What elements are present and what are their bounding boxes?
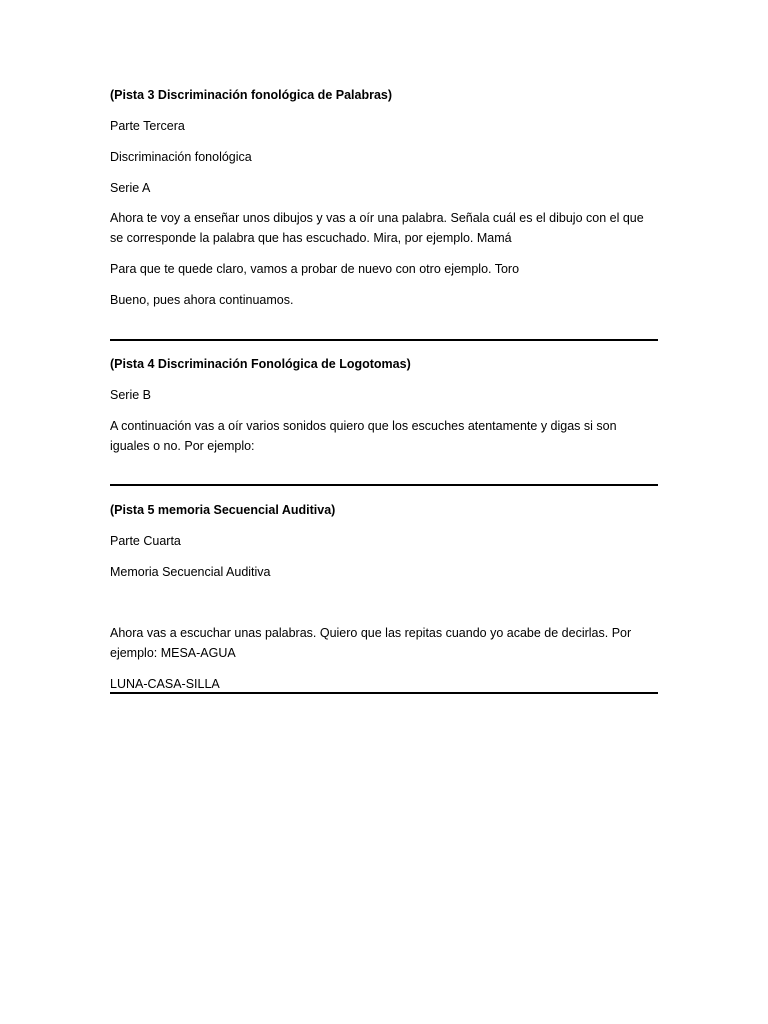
section4-series: Serie B: [110, 388, 151, 402]
section-divider: [110, 339, 658, 341]
section5-part: Parte Cuarta: [110, 534, 181, 548]
section3-part: Parte Tercera: [110, 119, 185, 133]
section4-instruction-line1: A continuación vas a oír varios sonidos quiero que los escuches atentamente y digas si son: [110, 419, 617, 433]
section4-heading: (Pista 4 Discriminación Fonológica de Logotomas): [110, 357, 411, 371]
section3-continue: Bueno, pues ahora continuamos.: [110, 293, 294, 307]
section5-subtitle: Memoria Secuencial Auditiva: [110, 565, 271, 579]
section4-instruction-line2: iguales o no. Por ejemplo:: [110, 439, 255, 453]
section5-heading: (Pista 5 memoria Secuencial Auditiva): [110, 503, 336, 517]
section-divider: [110, 692, 658, 694]
section3-subtitle: Discriminación fonológica: [110, 150, 252, 164]
section3-instruction-line2: se corresponde la palabra que has escuchado. Mira, por ejemplo. Mamá: [110, 231, 512, 245]
section3-example2: Para que te quede claro, vamos a probar de nuevo con otro ejemplo. Toro: [110, 262, 520, 276]
section3-series: Serie A: [110, 181, 151, 195]
section5-instruction-line2: ejemplo: MESA-AGUA: [110, 646, 236, 660]
section5-words: LUNA-CASA-SILLA: [110, 677, 220, 691]
section3-heading: (Pista 3 Discriminación fonológica de Palabras): [110, 88, 393, 102]
section-divider: [110, 484, 658, 486]
section3-instruction-line1: Ahora te voy a enseñar unos dibujos y vas a oír una palabra. Señala cuál es el dibujo con el que: [110, 211, 644, 225]
section5-instruction-line1: Ahora vas a escuchar unas palabras. Quiero que las repitas cuando yo acabe de decirlas. Por: [110, 626, 632, 640]
